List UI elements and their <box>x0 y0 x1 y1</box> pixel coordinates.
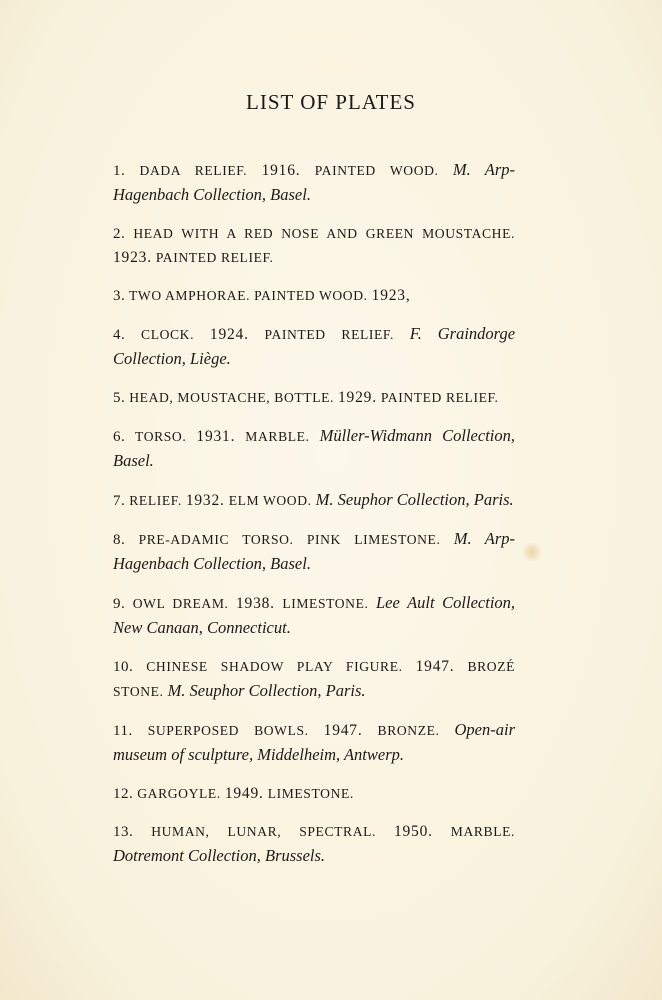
plate-collection: M. Arp-Hagenbach Collection, Basel. <box>113 529 515 573</box>
plate-medium: PAINTED RELIEF. <box>264 327 394 342</box>
plate-medium: PAINTED RELIEF. <box>380 390 499 405</box>
plate-item-4 <box>113 322 515 372</box>
plate-item-7 <box>113 488 515 513</box>
plate-collection: M. Seuphor Collection, Paris. <box>315 490 514 509</box>
plate-year: 1947. <box>415 658 455 675</box>
plate-item-8 <box>113 527 515 577</box>
plate-year: 1932. <box>185 492 225 509</box>
plate-number: 11. <box>113 723 133 739</box>
plate-number: 7. <box>113 493 126 509</box>
plate-title: OWL DREAM. <box>132 596 229 611</box>
plate-item-2 <box>113 222 515 270</box>
plate-medium: BRONZE. <box>377 723 440 738</box>
plate-collection: Lee Ault Collection, New Canaan, Connecticut. <box>113 593 516 637</box>
plate-title: HEAD WITH A RED NOSE AND GREEN MOUSTACHE. <box>133 226 515 241</box>
plate-year: 1931. <box>196 428 236 445</box>
plate-number: 6. <box>113 429 126 445</box>
plate-year: 1923, <box>371 287 411 304</box>
plate-number: 12. <box>113 786 134 802</box>
plate-year: 1924. <box>209 326 249 343</box>
plate-item-3 <box>113 284 515 308</box>
plate-title: GARGOYLE. <box>137 786 221 801</box>
plate-item-13 <box>113 820 515 869</box>
plate-year: 1950. <box>393 823 433 840</box>
plate-title: DADA RELIEF. <box>139 163 248 178</box>
plate-item-1 <box>113 158 515 208</box>
plate-year: 1923. <box>113 249 152 266</box>
plate-number: 5. <box>113 390 126 406</box>
plate-item-10 <box>113 655 515 704</box>
plate-number: 2. <box>113 226 126 242</box>
plate-collection: M. Arp-Hagenbach Collection, Basel. <box>113 160 516 204</box>
plate-item-5 <box>113 386 515 410</box>
plate-medium: BROZÉ STONE. <box>113 659 516 699</box>
plate-medium: MARBLE. <box>245 429 310 444</box>
plate-title: HUMAN, LUNAR, SPECTRAL. <box>151 824 377 839</box>
paper-stain <box>520 543 544 561</box>
plate-year: 1916. <box>261 162 301 179</box>
plates-list <box>113 158 515 883</box>
plate-medium: ELM WOOD. <box>228 493 312 508</box>
plate-year: 1938. <box>235 595 275 612</box>
plate-year: 1947. <box>323 722 363 739</box>
plate-title: CLOCK. <box>141 327 195 342</box>
plate-title: TORSO. <box>135 429 187 444</box>
plate-title: TWO AMPHORAE. PAINTED WOOD. <box>129 288 368 303</box>
plate-item-11 <box>113 718 515 768</box>
plate-number: 4. <box>113 327 126 343</box>
plate-number: 13. <box>113 824 134 840</box>
plate-medium: LIMESTONE. <box>267 786 354 801</box>
plate-item-6 <box>113 424 515 474</box>
plate-medium: PAINTED RELIEF. <box>155 250 274 265</box>
plate-collection: F. Graindorge Collection, Liège. <box>113 324 516 368</box>
plate-year: 1949. <box>224 785 264 802</box>
plate-title: SUPERPOSED BOWLS. <box>147 723 309 738</box>
plate-medium: LIMESTONE. <box>282 596 369 611</box>
plate-number: 1. <box>113 163 126 179</box>
plate-year: 1929. <box>338 389 377 406</box>
plate-title: RELIEF. <box>129 493 182 508</box>
plate-number: 9. <box>113 596 126 612</box>
plate-item-9 <box>113 591 515 641</box>
plate-collection: Müller-Widmann Collection, Basel. <box>113 426 515 470</box>
plate-collection: Open-air museum of sculpture, Middelheim, Antwerp. <box>113 720 516 764</box>
plate-item-12 <box>113 782 515 806</box>
plate-title: PRE-ADAMIC TORSO. PINK LIMESTONE. <box>138 532 441 547</box>
plate-collection: Dotremont Collection, Brussels. <box>113 846 326 865</box>
plate-title: CHINESE SHADOW PLAY FIGURE. <box>146 659 403 674</box>
plate-number: 10. <box>113 659 134 675</box>
plate-number: 8. <box>113 532 126 548</box>
plate-number: 3. <box>113 288 126 304</box>
plate-collection: M. Seuphor Collection, Paris. <box>167 681 366 700</box>
page-title: LIST OF PLATES <box>246 90 416 114</box>
plate-medium: MARBLE. <box>450 824 516 839</box>
plate-title: HEAD, MOUSTACHE, BOTTLE. <box>129 390 334 405</box>
plate-medium: PAINTED WOOD. <box>314 163 439 178</box>
